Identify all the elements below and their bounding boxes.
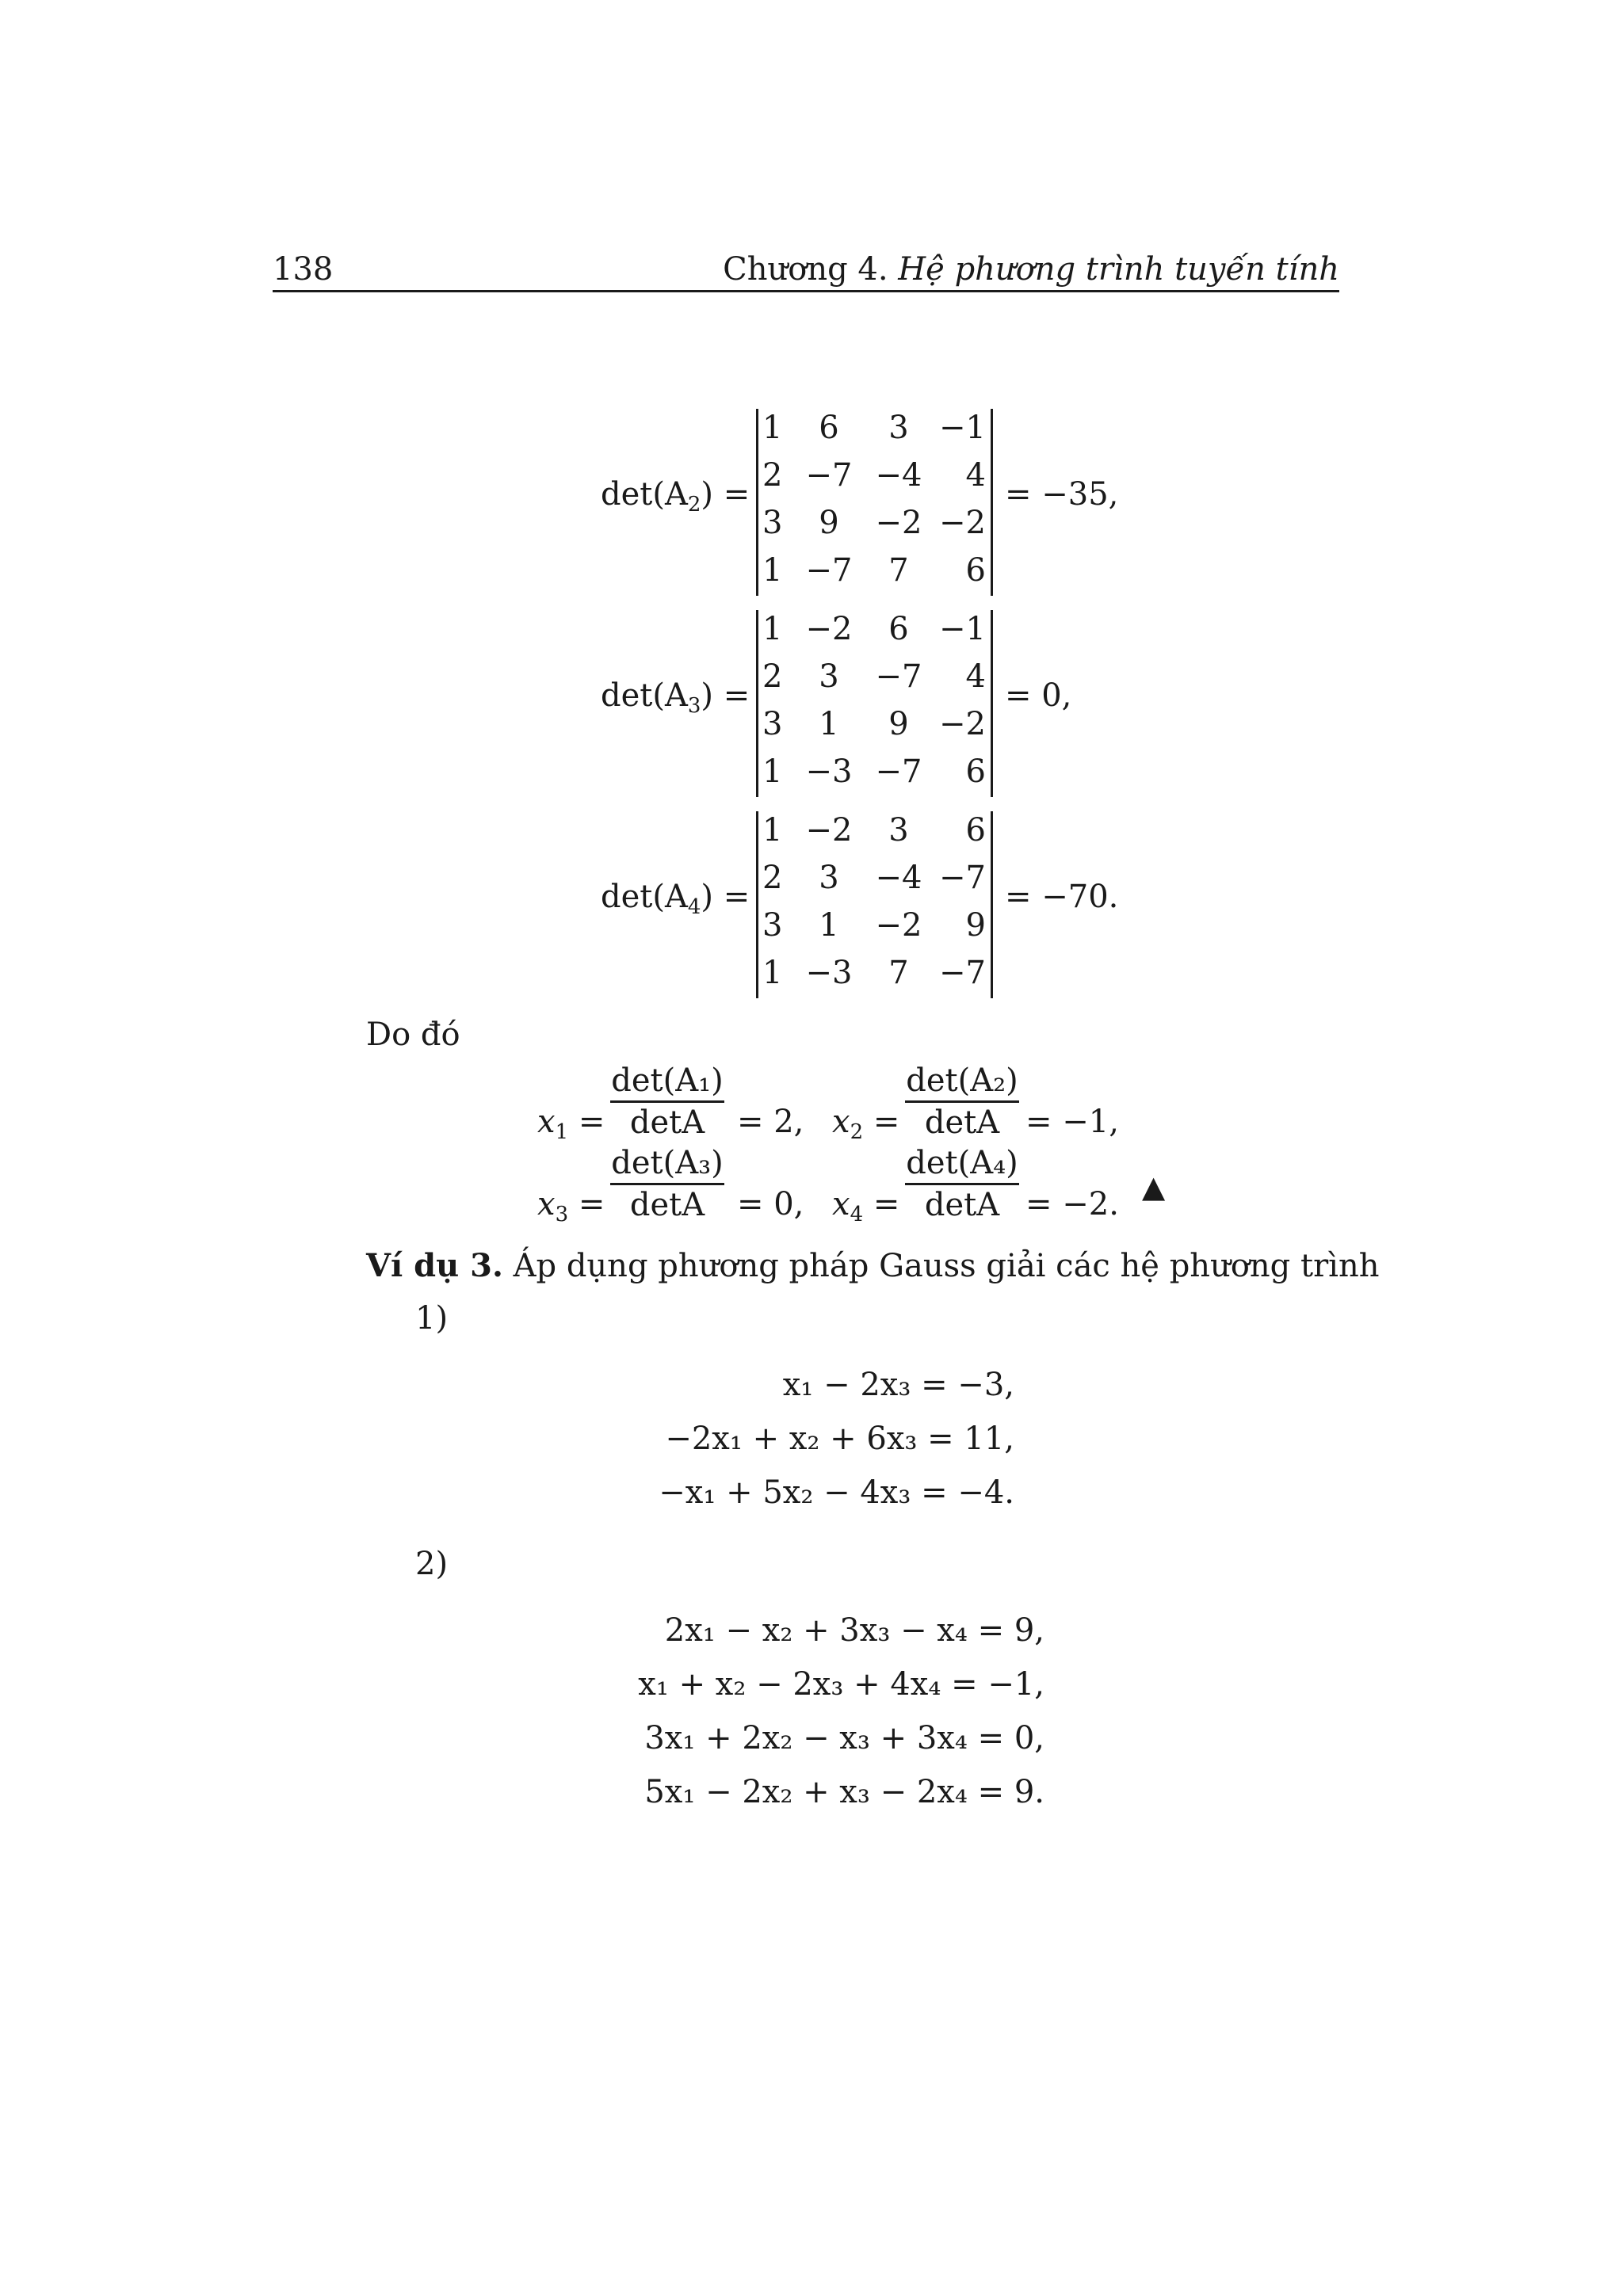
matrix-right-bar <box>991 811 993 998</box>
matrix-cell: 6 <box>965 552 986 589</box>
det-label-subscript: 3 <box>687 694 701 718</box>
end-of-proof-mark: ▲ <box>1142 1169 1166 1204</box>
matrix-cell: 1 <box>762 611 783 647</box>
header-rule <box>273 290 1339 292</box>
matrix-cell: 1 <box>762 955 783 991</box>
matrix-cell: −1 <box>939 611 986 647</box>
matrix-cell: −3 <box>805 753 853 790</box>
solution-variable <box>537 1103 605 1144</box>
matrix-cell: 6 <box>965 753 986 790</box>
matrix-cell: −7 <box>805 457 853 494</box>
matrix-cell: 4 <box>965 658 986 695</box>
fraction-numerator: det(A₁) <box>611 1062 724 1099</box>
solution-result: = 0, <box>737 1186 804 1222</box>
matrix-cell: 7 <box>888 552 909 589</box>
fraction-denominator: detA <box>924 1104 1000 1141</box>
matrix-cell: 4 <box>965 457 986 494</box>
matrix-cell: −7 <box>939 955 986 991</box>
solution-var-name: x <box>832 1104 850 1140</box>
equation-line: 3x₁ + 2x₂ − x₃ + 3x₄ = 0, <box>644 1720 1044 1756</box>
det-label-text: det(A <box>601 677 688 714</box>
matrix-cell: −4 <box>875 860 922 896</box>
example-label: Ví dụ 3. <box>366 1247 503 1284</box>
det-label-close: ) = <box>701 476 750 513</box>
solution-fraction <box>905 1144 1019 1224</box>
matrix-cell: 1 <box>819 706 839 742</box>
matrix-cell: 2 <box>762 658 783 695</box>
fraction-bar <box>905 1100 1019 1103</box>
matrix-cell: −2 <box>805 611 853 647</box>
solution-var-subscript: 2 <box>850 1120 864 1144</box>
matrix-left-bar <box>756 811 758 998</box>
matrix-cell: 1 <box>762 753 783 790</box>
matrix-cell: −7 <box>875 658 922 695</box>
example-heading <box>366 1247 1380 1285</box>
determinant-result: = 0, <box>1005 677 1072 714</box>
fraction-bar <box>610 1100 724 1103</box>
determinant-label <box>601 475 750 517</box>
fraction-numerator: det(A₄) <box>906 1145 1018 1181</box>
matrix-right-bar <box>991 610 993 797</box>
determinant-result: = −35, <box>1005 476 1119 513</box>
matrix-cell: 9 <box>888 706 909 742</box>
fraction-denominator: detA <box>629 1104 705 1141</box>
matrix-cell: 3 <box>888 812 909 849</box>
running-header <box>723 250 1339 288</box>
equation-line: 5x₁ − 2x₂ + x₃ − 2x₄ = 9. <box>644 1774 1044 1810</box>
matrix-cell: 3 <box>762 907 783 944</box>
equation-line: −x₁ + 5x₂ − 4x₃ = −4. <box>659 1474 1014 1511</box>
solution-eq-sign: = <box>863 1104 900 1140</box>
matrix-cell: 7 <box>888 955 909 991</box>
matrix-cell: 9 <box>819 505 839 541</box>
matrix-cell: −2 <box>805 812 853 849</box>
equation-line: 2x₁ − x₂ + 3x₃ − x₄ = 9, <box>664 1612 1044 1649</box>
solution-fraction <box>610 1144 724 1224</box>
solution-result: = −1, <box>1025 1104 1119 1140</box>
matrix-cell: −7 <box>805 552 853 589</box>
solution-eq-sign: = <box>568 1186 605 1222</box>
det-label-close: ) = <box>701 879 750 915</box>
equation-line: −2x₁ + x₂ + 6x₃ = 11, <box>665 1421 1014 1457</box>
matrix-cell: 6 <box>819 410 839 446</box>
page-number: 138 <box>273 251 334 288</box>
solution-variable <box>832 1103 900 1144</box>
solution-var-name: x <box>832 1186 850 1222</box>
fraction-denominator: detA <box>629 1187 705 1223</box>
matrix-cell: −1 <box>939 410 986 446</box>
matrix-left-bar <box>756 409 758 596</box>
fraction-denominator: detA <box>924 1187 1000 1223</box>
matrix-cell: 1 <box>819 907 839 944</box>
matrix-cell: 3 <box>762 505 783 541</box>
matrix-cell: 6 <box>888 611 909 647</box>
matrix-cell: 3 <box>762 706 783 742</box>
matrix-cell: −3 <box>805 955 853 991</box>
matrix-cell: 3 <box>888 410 909 446</box>
matrix-cell: −7 <box>939 860 986 896</box>
matrix-right-bar <box>991 409 993 596</box>
solution-variable <box>832 1185 900 1226</box>
det-label-subscript: 4 <box>687 895 701 919</box>
solution-var-subscript: 1 <box>555 1120 569 1144</box>
matrix-cell: 6 <box>965 812 986 849</box>
example-text: Áp dụng phương pháp Gauss giải các hệ phương trình <box>513 1248 1380 1284</box>
matrix-cell: 1 <box>762 410 783 446</box>
solution-eq-sign: = <box>863 1186 900 1222</box>
solution-eq-sign: = <box>568 1104 605 1140</box>
matrix-cell: −2 <box>875 907 922 944</box>
chapter-prefix: Chương 4. <box>723 251 888 288</box>
det-label-text: det(A <box>601 879 688 915</box>
solution-var-name: x <box>537 1186 556 1222</box>
matrix-cell: −2 <box>939 706 986 742</box>
solution-var-subscript: 4 <box>850 1203 864 1226</box>
matrix-left-bar <box>756 610 758 797</box>
matrix-cell: 1 <box>762 552 783 589</box>
fraction-bar <box>905 1183 1019 1185</box>
fraction-bar <box>610 1183 724 1185</box>
matrix-cell: 3 <box>819 860 839 896</box>
fraction-numerator: det(A₃) <box>611 1145 724 1181</box>
matrix-cell: 2 <box>762 457 783 494</box>
solution-fraction <box>610 1062 724 1142</box>
det-label-text: det(A <box>601 476 688 513</box>
matrix-cell: −4 <box>875 457 922 494</box>
fraction-numerator: det(A₂) <box>906 1062 1018 1099</box>
solution-var-name: x <box>537 1104 556 1140</box>
part1-label: 1) <box>415 1300 449 1337</box>
solution-fraction <box>905 1062 1019 1142</box>
determinant-result: = −70. <box>1005 879 1119 915</box>
solution-variable <box>537 1185 605 1226</box>
matrix-cell: 3 <box>819 658 839 695</box>
matrix-cell: −7 <box>875 753 922 790</box>
determinant-label <box>601 878 750 919</box>
equation-line: x₁ − 2x₃ = −3, <box>782 1367 1014 1403</box>
matrix-cell: 2 <box>762 860 783 896</box>
matrix-cell: 1 <box>762 812 783 849</box>
det-label-close: ) = <box>701 677 750 714</box>
do-do-text: Do đó <box>366 1016 460 1053</box>
det-label-subscript: 2 <box>687 493 701 517</box>
matrix-cell: 9 <box>965 907 986 944</box>
chapter-title: Hệ phương trình tuyến tính <box>898 251 1339 288</box>
solution-result: = 2, <box>737 1104 804 1140</box>
equation-line: x₁ + x₂ − 2x₃ + 4x₄ = −1, <box>638 1666 1044 1703</box>
matrix-cell: −2 <box>875 505 922 541</box>
solution-var-subscript: 3 <box>555 1203 569 1226</box>
determinant-label <box>601 677 750 718</box>
matrix-cell: −2 <box>939 505 986 541</box>
solution-result: = −2. <box>1025 1186 1119 1222</box>
part2-label: 2) <box>415 1546 449 1582</box>
